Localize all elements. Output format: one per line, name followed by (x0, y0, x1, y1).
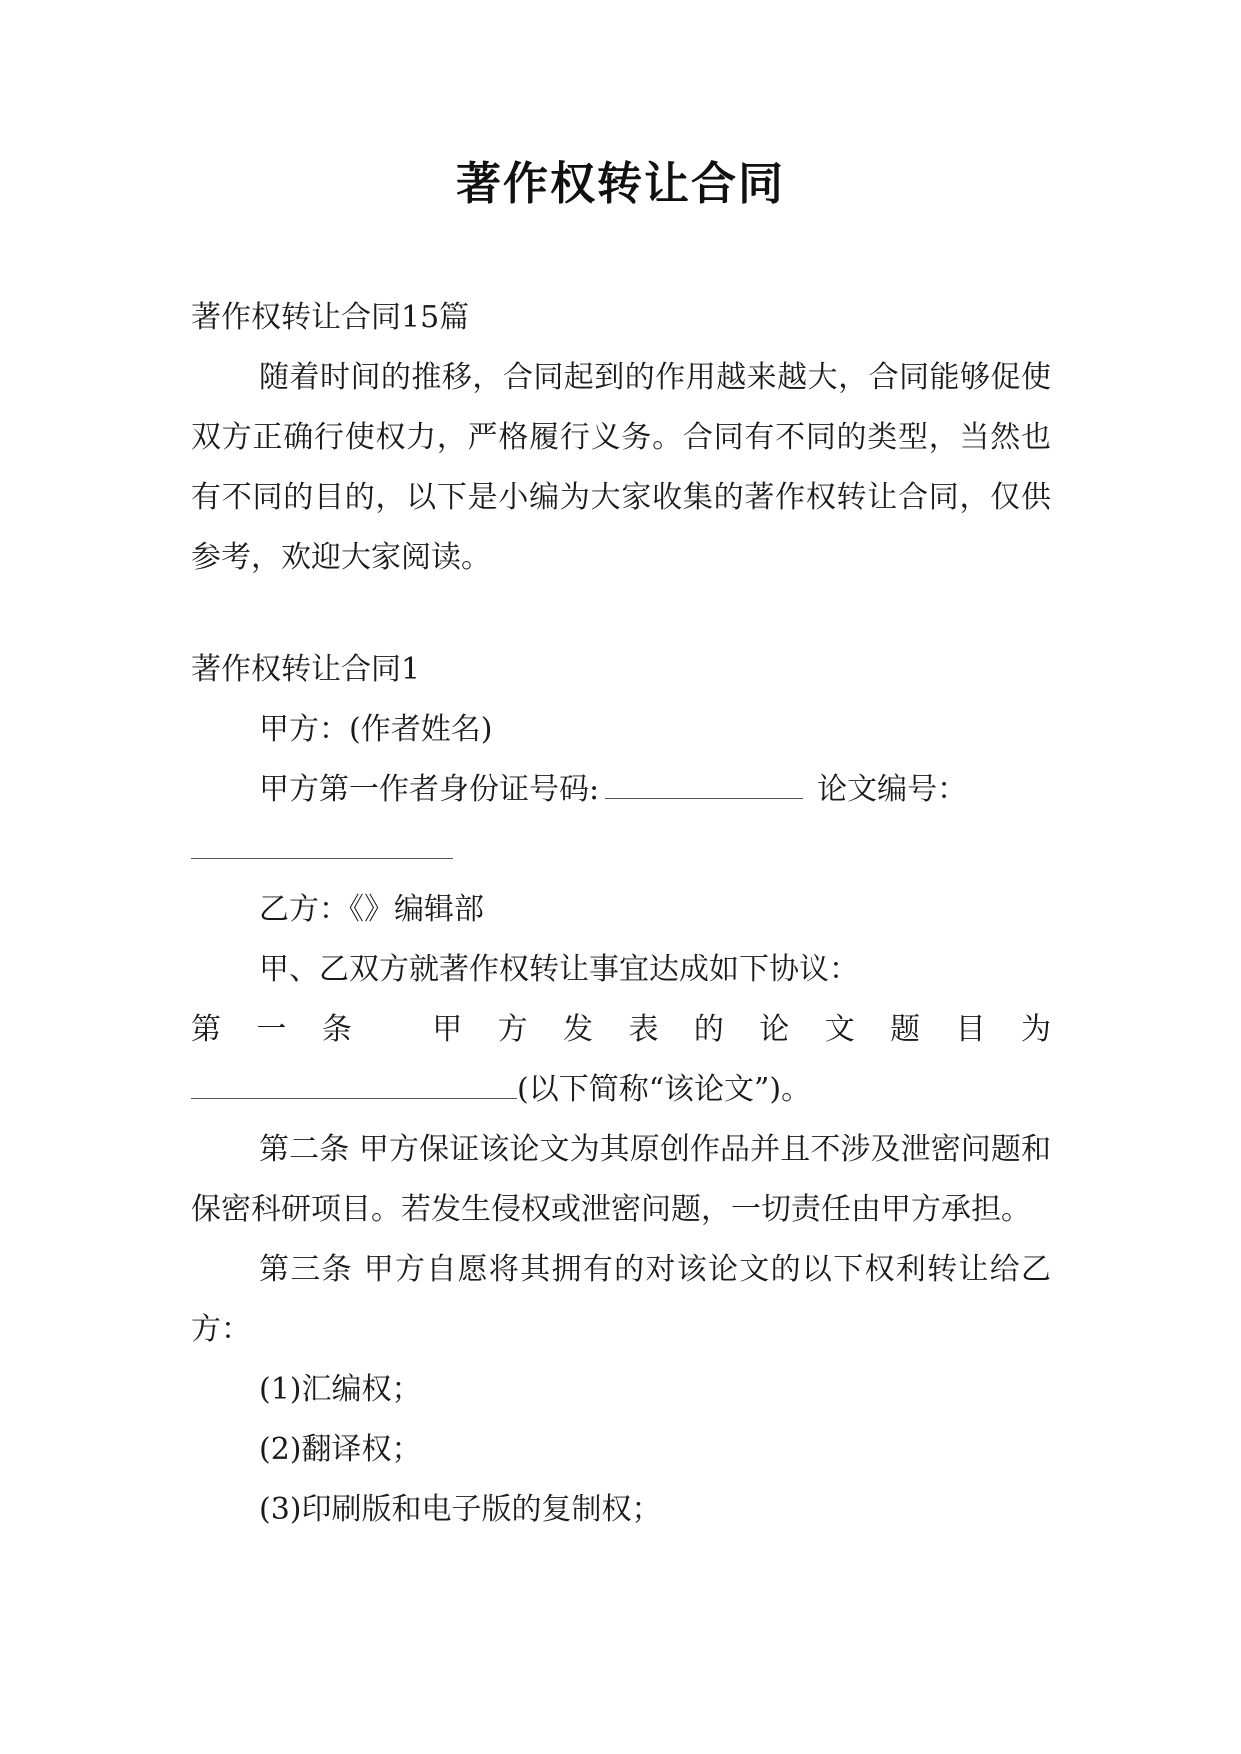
paper-number-blank (191, 828, 453, 859)
document-body (191, 288, 1051, 1540)
party-a-line: 甲方：(作者姓名) (259, 712, 493, 747)
document-title: 著作权转让合同 (455, 157, 785, 210)
paragraph-gap (191, 588, 1051, 640)
id-number-label: 甲方第一作者身份证号码: (259, 772, 600, 807)
article-1-tail: (以下简称“该论文”)。 (517, 1072, 812, 1107)
rights-item: (3)印刷版和电子版的复制权； (259, 1492, 662, 1527)
subtitle: 著作权转让合同15篇 (191, 300, 470, 335)
id-number-blank (605, 768, 803, 799)
party-b-line: 乙方：《》编辑部 (259, 892, 484, 927)
paper-number-label: 论文编号： (817, 772, 968, 807)
paper-number-blank-line (191, 820, 1051, 880)
paper-title-blank (191, 1068, 517, 1099)
agreement-line: 甲、乙双方就著作权转让事宜达成如下协议： (259, 952, 859, 987)
article-1-title-line (191, 1060, 1051, 1120)
rights-item: (1)汇编权； (259, 1372, 422, 1407)
id-number-line (191, 760, 1051, 820)
article-1-lead: 第一条 甲方发表的论文题目为 (191, 1012, 1051, 1047)
section-heading: 著作权转让合同1 (191, 652, 421, 687)
article-2: 第二条 甲方保证该论文为其原创作品并且不涉及泄密问题和保密科研项目。若发生侵权或泄密问题，一切责任由甲方承担。 (191, 1132, 1051, 1227)
article-3: 第三条 甲方自愿将其拥有的对该论文的以下权利转让给乙方： (191, 1252, 1051, 1347)
intro-paragraph: 随着时间的推移，合同起到的作用越来越大，合同能够促使双方正确行使权力，严格履行义务。合同有不同的类型，当然也有不同的目的，以下是小编为大家收集的著作权转让合同，仅供参考，欢迎大家阅读。 (191, 360, 1051, 575)
rights-item: (2)翻译权； (259, 1432, 422, 1467)
